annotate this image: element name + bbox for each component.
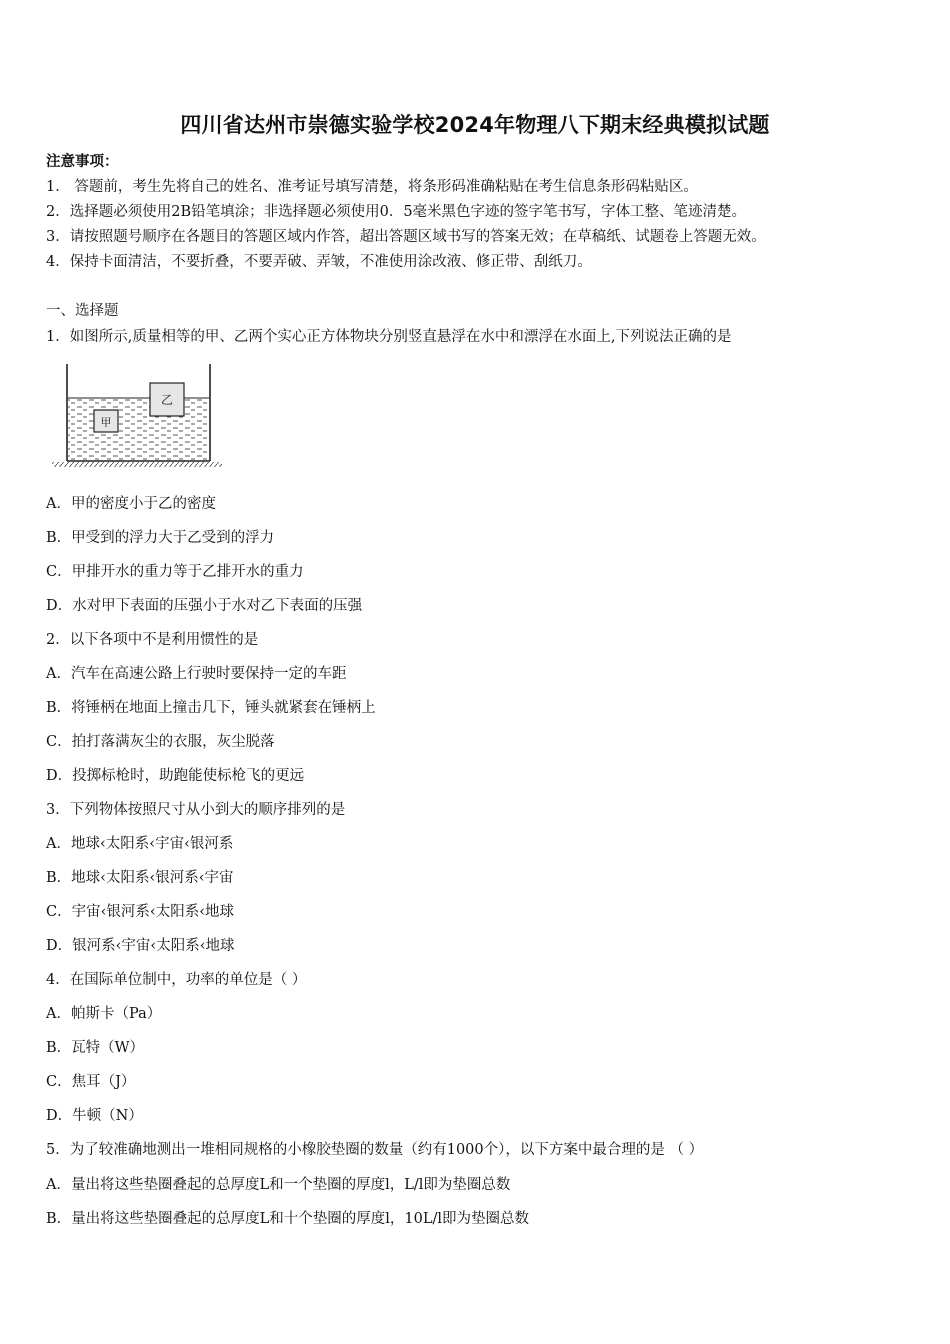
notice-item: 1． 答题前，考生先将自己的姓名、准考证号填写清楚，将条形码准确粘贴在考生信息条形码粘贴区。 (46, 179, 698, 195)
question-1-stem: 1．如图所示,质量相等的甲、乙两个实心正方体物块分别竖直悬浮在水中和漂浮在水面上,下列说法正确的是 (46, 329, 732, 345)
block-yi (150, 383, 184, 416)
block-jia (94, 410, 118, 432)
question-4-option-a: A．帕斯卡（Pa） (46, 1006, 162, 1022)
question-1-option-d: D．水对甲下表面的压强小于水对乙下表面的压强 (46, 598, 363, 614)
notice-item: 4．保持卡面清洁，不要折叠，不要弄破、弄皱，不准使用涂改液、修正带、刮纸刀。 (46, 254, 592, 270)
question-3-stem: 3．下列物体按照尺寸从小到大的顺序排列的是 (46, 802, 346, 818)
block-yi-label: 乙 (160, 393, 174, 407)
notice-item: 2．选择题必须使用2B铅笔填涂；非选择题必须使用0．5毫米黑色字迹的签字笔书写，字体工整、笔迹清楚。 (46, 204, 747, 220)
question-1-option-a: A．甲的密度小于乙的密度 (46, 496, 216, 512)
question-4-stem: 4．在国际单位制中，功率的单位是（ ） (46, 972, 307, 988)
question-3-option-a: A．地球‹太阳系‹宇宙‹银河系 (46, 836, 234, 852)
question-3-option-c: C．宇宙‹银河系‹太阳系‹地球 (46, 904, 234, 920)
question-2-stem: 2．以下各项中不是利用惯性的是 (46, 632, 259, 648)
question-4-option-c: C．焦耳（J） (46, 1074, 136, 1090)
page-title: 四川省达州市崇德实验学校2024年物理八下期末经典模拟试题 (180, 113, 770, 137)
question-3-option-b: B．地球‹太阳系‹银河系‹宇宙 (46, 870, 234, 886)
block-jia-label: 甲 (100, 416, 112, 429)
question-2-option-d: D．投掷标枪时，助跑能使标枪飞的更远 (46, 768, 305, 784)
question-5-stem: 5．为了较准确地测出一堆相同规格的小橡胶垫圈的数量（约有1000个），以下方案中最合理的是 （ ） (46, 1142, 704, 1158)
section-heading: 一、选择题 (46, 303, 119, 319)
question-1-option-c: C．甲排开水的重力等于乙排开水的重力 (46, 564, 304, 580)
water-body (68, 398, 209, 460)
question-4-option-b: B．瓦特（W） (46, 1040, 145, 1056)
ground-hatch (52, 462, 222, 467)
question-3-option-d: D．银河系‹宇宙‹太阳系‹地球 (46, 938, 235, 954)
question-5-option-b: B．量出将这些垫圈叠起的总厚度L和十个垫圈的厚度l，10L/l即为垫圈总数 (46, 1211, 530, 1227)
notice-item: 3．请按照题号顺序在各题目的答题区域内作答，超出答题区域书写的答案无效；在草稿纸、试题卷上答题无效。 (46, 229, 766, 245)
notice-heading: 注意事项： (46, 153, 119, 170)
water-tank-diagram (52, 362, 222, 468)
question-5-option-a: A．量出将这些垫圈叠起的总厚度L和一个垫圈的厚度l，L/l即为垫圈总数 (46, 1177, 511, 1193)
question-2-option-c: C．拍打落满灰尘的衣服，灰尘脱落 (46, 734, 275, 750)
question-4-option-d: D．牛顿（N） (46, 1108, 143, 1124)
buoyancy-figure (52, 362, 222, 472)
question-2-option-b: B．将锤柄在地面上撞击几下，锤头就紧套在锤柄上 (46, 700, 376, 716)
question-2-option-a: A．汽车在高速公路上行驶时要保持一定的车距 (46, 666, 347, 682)
question-1-option-b: B．甲受到的浮力大于乙受到的浮力 (46, 530, 275, 546)
